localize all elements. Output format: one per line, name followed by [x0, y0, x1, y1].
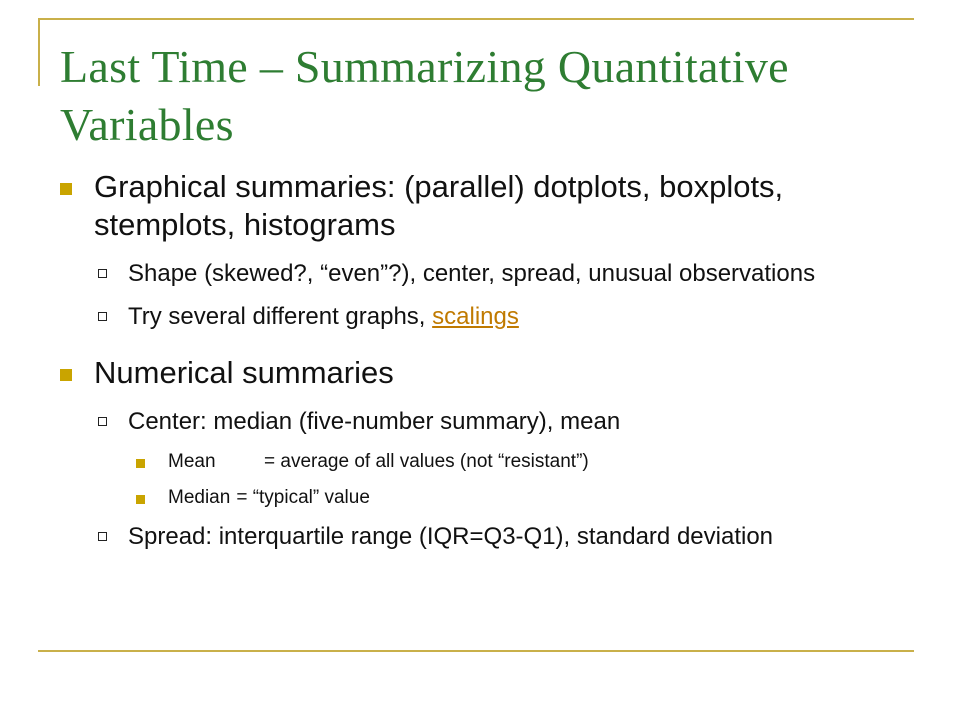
subbullet-try-graphs — [60, 301, 920, 332]
slide-title: Last Time – Summarizing Quantitative Variables — [60, 41, 789, 150]
subbullet-spread — [60, 521, 920, 552]
left-accent-rule — [38, 18, 40, 86]
subbullet-shape — [60, 258, 920, 289]
square-bullet-icon — [60, 369, 72, 381]
hollow-square-bullet-icon — [98, 312, 107, 321]
bullet-numerical-summaries — [60, 354, 920, 392]
bottom-rule — [38, 650, 914, 652]
term-median: Median — [168, 487, 231, 508]
top-rule — [38, 18, 914, 20]
bullet-text: Graphical summaries: (parallel) dotplots, boxplots, stemplots, histograms — [94, 169, 784, 242]
bullet-graphical-summaries — [60, 168, 920, 244]
subsubbullet-mean — [60, 449, 920, 475]
subbullet-text: Spread: interquartile range (IQR=Q3-Q1), standard deviation — [128, 523, 774, 550]
square-bullet-icon — [136, 495, 145, 504]
scalings-link[interactable]: scalings — [432, 303, 519, 330]
hollow-square-bullet-icon — [98, 269, 107, 278]
subbullet-center — [60, 406, 920, 437]
hollow-square-bullet-icon — [98, 417, 107, 426]
definition-mean: = average of all values (not “resistant”) — [264, 451, 589, 472]
subbullet-text: Try several different graphs, — [128, 303, 433, 330]
square-bullet-icon — [60, 183, 72, 195]
hollow-square-bullet-icon — [98, 532, 107, 541]
subsubbullet-median — [60, 485, 920, 511]
subbullet-text: Center: median (five-number summary), mean — [128, 408, 621, 435]
definition-median: = “typical” value — [236, 487, 370, 508]
term-mean: Mean — [168, 451, 216, 472]
subbullet-text: Shape (skewed?, “even”?), center, spread, unusual observations — [128, 260, 816, 287]
slide-body — [60, 168, 920, 564]
square-bullet-icon — [136, 459, 145, 468]
bullet-text: Numerical summaries — [94, 355, 394, 390]
